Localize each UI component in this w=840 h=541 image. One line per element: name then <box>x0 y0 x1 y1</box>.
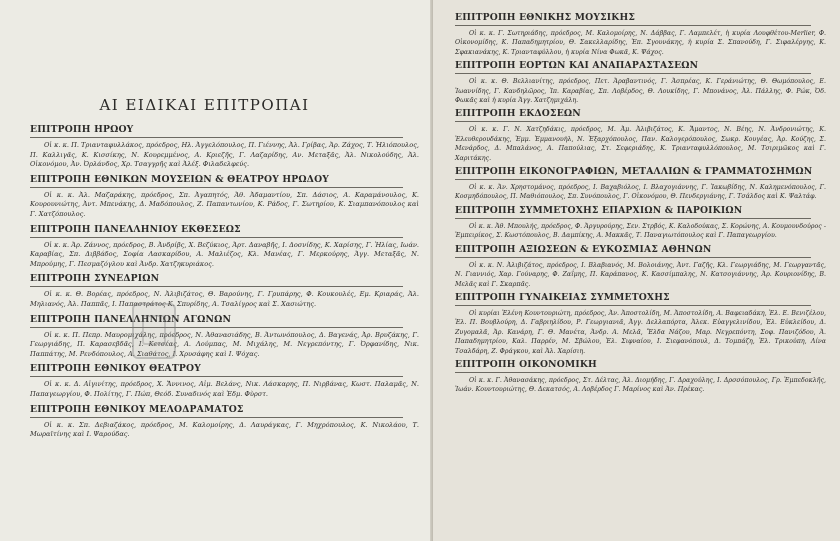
section-heading: ΕΠΙΤΡΟΠΗ ΗΡΩΟΥ <box>30 124 134 135</box>
section-body: Οἱ κ. κ. Ἀρ. Ζάννος, πρόεδρος, Β. Ἀνδρίβς, Χ. Βεζύκιος, Ἀρτ. Δαναβῆς, Ι. Δοσνίδης, Κ. Χαρίσης, Γ. Ἠλίας, Ιωάν. Καραβίας, Σπ. Διββάδος, Σοφία Λασκαρίδου, Α. Μαλιέζος, Κλ. Μανέας, Γ. Μερκούρης, Ἀγγ. Μεταξᾶς, Ν. Μπρούμης, Γ. Πεσμαζόγλου καὶ Ἀνδρ. Χατζηκυριάκος. <box>30 240 419 268</box>
watermark-stamp <box>132 303 176 359</box>
section-body: Οἱ κ. κ. Γ. Ἀθανασάκης, πρόεδρος, Στ. Δέλτας, Ἀλ. Διομήδης, Γ. Δραχούλης, Ι. Δρσσόπουλος, Γρ. Ἐμπεδοκλῆς, Ἰωάν. Κουντουριώτης, Θ. Δεκατσός, Α. Λοβέρδος Γ. Μαρίνος καὶ Ἀν. Πρέκας. <box>455 376 826 394</box>
section-provinces <box>455 205 826 241</box>
section-museums <box>30 174 419 220</box>
section-exhibition <box>30 224 419 270</box>
section-body: Οἱ κ. κ. Σπ. Δεβιαζάκος, πρόεδρος, Μ. Καλομοίρης, Δ. Λαυράγκας, Γ. Μηχρόπουλος, Κ. Νικολάου, Τ. Μωραϊτίνης καὶ Ι. Ψαρούδας. <box>30 420 419 439</box>
divider <box>30 417 403 418</box>
section-finance <box>455 359 826 395</box>
section-body: Οἱ κ. κ. Ἀλ. Μαζαράκης, πρόεδρος, Σπ. Ἀγαπητός, Ἀθ. Ἀδαμαντίου, Σπ. Δάσιος, Α. Καραμάνουλος, Κ. Κουρουνιώτης, Ἀντ. Μπενάκης, Δ. Μαδόπουλος, Ζ. Παπαντωνίου, Κ. Ράδος, Γ. Σωτηρίου, Κ. Σιαμπανόπουλος καὶ Γ. Χατζόπουλος. <box>30 190 419 218</box>
divider <box>455 121 811 122</box>
section-body: Οἱ κ. κ. Θ. Βορέας, πρόεδρος, Ν. Ἀλιβιζάτος, Θ. Βαρούνης, Γ. Γρυπάρης, Φ. Κουκουλές, Εμ. Κριαράς, Ἀλ. Μηλιανός, Ἀλ. Παππᾶς, Ι. Παπαστράτος Κ. Σπυρίδης, Α. Τσαλίγρος καὶ Σ. Χασιώτης. <box>30 290 419 308</box>
divider <box>455 372 811 373</box>
section-heading: ΕΠΙΤΡΟΠΗ ΠΑΝΕΛΛΗΝΙΟΥ ΕΚΘΕΣΕΩΣ <box>30 223 241 235</box>
section-heading: ΕΠΙΤΡΟΠΗ ΕΘΝΙΚΟΥ ΜΕΛΟΔΡΑΜΑΤΟΣ <box>30 403 244 415</box>
section-national-music <box>455 12 826 57</box>
divider <box>455 218 811 219</box>
section-body: Οἱ κ. κ. Γ. Ν. Χατζηδάκις, πρόεδρος, Μ. Ἀμ. Ἀλιβιζάτος, Κ. Ἄμαντος, Ν. Βέης, Ν. Ἀνδρονιώτης, Κ. Ἐλευθερουδάκης, Ἐμμ. Ἐμμανουὴλ, Ν. Ἐξαρχόπουλος, Παν. Καλογερόπουλος, Σωκρ. Κουγέας, Ἀρ. Κούζης, Σ. Μενάρδος, Δ. Μπαλάνος, Α. Παπούλιας, Στ. Σεφεριάδης, Κ. Τριανταφυλλόπουλος, Μ. Τσιριμῶκος καὶ Γ. Χαριτάκης. <box>455 126 826 162</box>
section-heading: ΕΠΙΤΡΟΠΗ ΣΥΜΜΕΤΟΧΗΣ ΕΠΑΡΧΙΩΝ & ΠΑΡΟΙΚΙΩΝ <box>455 204 743 216</box>
section-festivals <box>455 60 826 105</box>
section-body: Οἱ κ. κ. Ἀθ. Μπουλής, πρόεδρος, Φ. Ἀργυρούρης, Σεν. Στρβός, Κ. Καλοδούκας, Σ. Κορώνης, Α. Κουμουνδούρος - Ἐμπειρίκος, Σ. Κωστόπουλος, Β. Δαμπίκης, Α. Μακκᾶς, Τ. Παναγιωτόπουλος καὶ Γ. Παπαγεωργίου. <box>455 222 826 240</box>
section-congresses <box>30 273 419 309</box>
section-publications <box>455 108 826 163</box>
section-body: Οἱ κ. κ. Π. Πεπρ. Μαυρομιχάλης, πρόεδρος, Ν. Ἀθανασιάδης, Β. Ἀντωνόπουλος, Δ. Βαγενάς, Ἀρ. Βρυζάκης, Γ. Γεωργιάδης, Π. Καρασεβδᾶς, Ι. Κετσέας, Α. Λούμπας, Μ. Μιχάλης, Μ. Νεγρεπόντης, Γ. Ὀρφανίδης, Νικ. Παππάτης, Μ. Ρενδόπουλος, Α. Σιαθάτος, Ι. Χρυσάφης καὶ Ι. Ψόχας. <box>30 330 419 358</box>
section-heading: ΕΠΙΤΡΟΠΗ ΟΙΚΟΝΟΜΙΚΗ <box>455 358 597 370</box>
divider <box>30 237 403 238</box>
section-body: Οἱ κ. κ. Ν. Ἀλιβιζάτος, πρόεδρος, Ι. Βλαβιανός, Μ. Βολοιάνης, Ἀντ. Γαζῆς, Κλ. Γεωργιάδης, Μ. Γεωργαντᾶς, Ν. Γιαννιός, Χαρ. Γούναρης, Φ. Ζαΐμης, Π. Καράπανος, Κ. Κασσίμπαλης, Ν. Κατσογιάννης, Ἀρ. Κουριονίδης, Β. Μελᾶς καὶ Γ. Σκαρπᾶς. <box>455 261 826 288</box>
divider <box>455 305 811 306</box>
section-heading: ΕΠΙΤΡΟΠΗ ΠΑΝΕΛΛΗΝΙΩΝ ΑΓΩΝΩΝ <box>30 313 232 325</box>
section-body: Οἱ κυρίαι Ἑλένη Κουντουριώτη, πρόεδρος, Ἀν. Ἀποστολίδη, Μ. Ἀποστολίδη, Α. Βαφειαδάκη, Ἐλ. Ε. Βενιζέλου, Ἐλ. Π. Βουβλούρη, Δ. Γαβριηλίδου, Ρ. Γεωργιανιᾶ, Ἀγγ. Δελλαπόρτα, Ἀλεκ. Εὐαγγελινίδου, Ἐλ. Εὐκλείδου, Δ. Ζυγομαλᾶ, Ἀρ. Κανάρη, Γ. Θ. Μανέτα, Ἀνδρ. Α. Μελᾶ, Ἔλδα Νάζου, Μαρ. Νεγρεπόντη, Σοφ. Πανιζόδου, Ἀ. Παπαδημητρίου, Καλ. Παρρέν, Μ. Σβώλου, Ἐλ. Σιφναίου, Ι. Σιεφανόπουλ, Δ. Τομπάζη, Ἐλ. Τρικούπη, Λίνα Τσαλδάρη, Ζ. Φράγκου, καὶ Ἀλ. Χαρίσιη. <box>455 309 826 355</box>
section-heading: ΕΠΙΤΡΟΠΗ ΕΚΔΟΣΕΩΝ <box>455 108 581 120</box>
section-heroon <box>30 124 419 170</box>
section-body: Οἱ κ. κ. Γ. Σωτηριάδης, πρόεδρος, Μ. Καλομοίρης, Ν. Δάββας, Γ. Λαμπελέτ, ἡ κυρία Λουφθέτου-Merlier, Φ. Οἰκονομίδης, Κ. Παπαδημητρίου, Θ. Σακελλαρίδης, Ἐπ. Σγουνάκης, ἡ κυρία Σ. Σπανούδη, Γ. Σιφαλέργης, Κ. Σφακιανάκης, Κ. Τριανταφύλλου, ἡ κυρία Νίνα Φωκᾶ, Κ. Ψάχος. <box>455 30 826 56</box>
divider <box>30 286 403 287</box>
divider <box>30 327 403 328</box>
section-heading: ΕΠΙΤΡΟΠΗ ΣΥΝΕΔΡΙΩΝ <box>30 273 160 285</box>
section-athens <box>455 244 826 289</box>
divider <box>30 187 403 188</box>
divider <box>30 376 403 377</box>
page-title: ΑΙ ΕΙΔΙΚΑΙ ΕΠΙΤΡΟΠΑΙ <box>99 96 310 114</box>
divider <box>30 137 403 138</box>
divider <box>455 73 811 74</box>
section-heading: ΕΠΙΤΡΟΠΗ ΑΞΙΩΣΕΩΝ & ΕΥΚΟΣΜΙΑΣ ΑΘΗΝΩΝ <box>455 243 712 255</box>
section-body: Οἱ κ. κ. Δ. Αἰγινίτης, πρόεδρος, Χ. Ἄννινος, Αἰμ. Βελάνς, Νικ. Λάσκαρης, Π. Νιρβάνας, Κωστ. Παλαμᾶς, Ν. Παπαγεωργίου, Φ. Πολίτης, Γ. Πώπ, Θεόδ. Συναδινός καὶ Ἐδμ. Φὺρστ. <box>30 380 419 398</box>
divider <box>455 179 811 180</box>
section-body: Οἱ κ. κ. Ἀν. Χρηστομάνος, πρόεδρος, Ι. Βαχαβιόλος, Ι. Βλαχογιάννης, Γ. Ἰακωβίδης, Ν. Καλημενόπουλος, Γ. Κοσμηδόπουλος, Π. Μαθιόπουλος, Σπ. Συνόπουλος, Γ. Οἰκονόμου, Θ. Πενδεργιάνης, Γ. Τσάλδος καὶ Κ. Ψαλτάφ. <box>455 184 826 201</box>
section-heading: ΕΠΙΤΡΟΠΗ ΕΘΝΙΚΗΣ ΜΟΥΣΙΚΗΣ <box>455 12 636 23</box>
section-women <box>455 292 826 356</box>
divider <box>455 25 811 26</box>
section-illustrations <box>455 166 826 202</box>
section-melodrama <box>30 404 419 440</box>
section-heading: ΕΠΙΤΡΟΠΗ ΕΙΚΟΝΟΓΡΑΦΙΩΝ, ΜΕΤΑΛΛΙΩΝ & ΓΡΑΜΜΑΤΟΣΗΜΩΝ <box>455 166 813 178</box>
section-heading: ΕΠΙΤΡΟΠΗ ΕΘΝΙΚΩΝ ΜΟΥΣΕΙΩΝ & ΘΕΑΤΡΟΥ ΗΡΩΔΟΥ <box>30 173 330 185</box>
section-heading: ΕΠΙΤΡΟΠΗ ΓΥΝΑΙΚΕΙΑΣ ΣΥΜΜΕΤΟΧΗΣ <box>455 291 670 303</box>
section-national-theatre <box>30 363 419 399</box>
section-body: Οἱ κ. κ. Π. Τριανταφυλλάκος, πρόεδρος, Ηλ. Ἀγγελόπουλος, Π. Γιέννης, Ἀλ. Γρίβας, Ἀρ. Ζάχος, Τ. Ἠλιόπουλος, Π. Καλλιγᾶς, Κ. Κισσίκης, Ν. Κουρεμμένος, Α. Κριεζῆς, Γ. Λαζαρίδης, Αν. Μεταξᾶς, Ἀλ. Νικολούδης, Ἀλ. Οἰκονόμου, Ἀν. Ὀρλάνδος, Χρ. Τσαγγρῆς καὶ Ἀλέξ. Φιλαδελφεύς. <box>30 141 419 169</box>
section-games <box>30 314 419 360</box>
section-heading: ΕΠΙΤΡΟΠΗ ΕΘΝΙΚΟΥ ΘΕΑΤΡΟΥ <box>30 363 201 375</box>
section-body: Οἱ κ. κ. Θ. Βελλιανίτης, πρόεδρος, Πετ. Ἀραβαντινός, Γ. Ἀσπρέας, Κ. Γεράνιώτης, Θ. Θωμόπουλος, Ε. Ἰωαννίδης, Γ. Κανδηλῶρος, Ἰπ. Καραβίας, Σπ. Λοβέρδος, Θ. Λουκίδης, Γ. Μπονάνος, Ἀλ. Πάλλης, Φ. Ρώκ, Ὀδ. Φωκᾶς καὶ ἡ κυρία Ἀγγ. Χατζημιχάλη. <box>455 78 826 105</box>
section-heading: ΕΠΙΤΡΟΠΗ ΕΟΡΤΩΝ ΚΑΙ ΑΝΑΠΑΡΑΣΤΑΣΕΩΝ <box>455 60 699 72</box>
right-page <box>433 0 840 541</box>
divider <box>455 257 811 258</box>
